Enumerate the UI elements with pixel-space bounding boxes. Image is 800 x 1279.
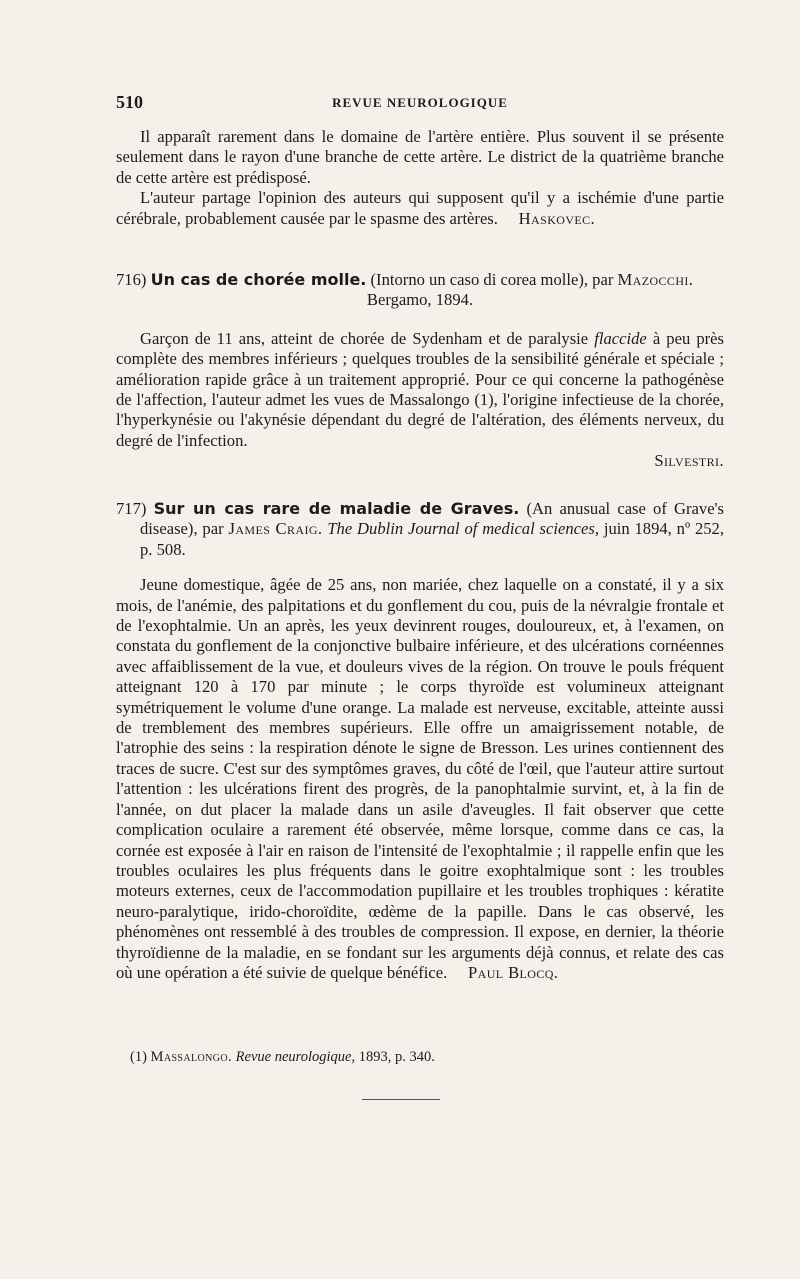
paragraph: Il apparaît rarement dans le domaine de l'artère entière. Plus souvent il se présente seulement dans le rayon d'une branche de cette artère. Le district de la quatrième branche de cette artère est prédisposé. [116, 127, 724, 187]
page-header [116, 92, 724, 116]
article-reference: (An anusual case of Grave's disease), par [140, 499, 725, 539]
article-number: 716) [116, 270, 147, 289]
page-number: 510 [116, 92, 143, 112]
author-signature: Paul Blocq. [468, 962, 559, 982]
footnote-author: Massalongo. [150, 1049, 233, 1065]
footnote-marker: (1) [130, 1049, 147, 1065]
article-title: Sur un cas rare de maladie de Graves. [153, 499, 520, 518]
author-signature: Silvestri. [654, 451, 724, 471]
paragraph [116, 188, 724, 229]
body-text: Jeune domestique, âgée de 25 ans, non mariée, chez laquelle on a constaté, il y a six mois, de l'anémie, des palpitations et du gonflement du cou, puis de la névralgie frontale et de l'exophtalmie. Un an après, les yeux devinrent rouges, douloureux, et, à l'examen, on constata du gonflement de la conjonctive bulbaire inférieure, et des ulcérations cornéennes avec affaiblissement de la vue, et douleurs vives de la région. On trouve le pouls fréquent atteignant 120 à 170 par minute ; le corps thyroïde est volumineux atteignant symétriquement le volume d'une orange. La malade est nerveuse, excitable, atteinte aussi de tremblement des membres supérieurs. Elle offre un amaigrissement notable, de l'atrophie des seins : la respiration dénote le signe de Bresson. Les urines contiennent des traces de sucre. C'est sur des symptômes graves, du côté de l'œil, que l'auteur attire surtout l'attention : les ulcérations firent des progrès, de la panophtalmie survint, et, à la fin de l'année, on dut placer la malade dans un asile d'aveugles. Il fait observer que cette complication oculaire a rarement été observée, même lorsque, comme dans ce cas, la cornée est exposée à l'air en raison de l'intensité de l'exophtalmie ; il rappelle enfin que les troubles oculaires les plus fréquents dans le goitre exophtalmique sont : les troubles moteurs externes, ceux de l'accommodation pupillaire et les troubles trophiques : kératite neuro-paralytique, irido-choroïdite, œdème de la papille. Dans le cas observé, les phénomènes ont ressemblé à des troubles de compression. Il expose, en dernier, la théorie thyroïdienne de la maladie, en se fondant sur les arguments déjà connus, et relate des cas où une opération a été suivie de quelque bénéfice. [116, 575, 724, 982]
body-text: à peu près complète des membres inférieurs ; quelques troubles de la sensibilité générale et spéciale ; amélioration rapide grâce à un traitement approprié. Pour ce qui concerne la pathogénèse de l'affection, l'auteur admet les vues de Massalongo (1), l'origine infectieuse de la chorée, l'hyperkynésie ou l'akynésie dépendant du degré de l'altération, des éléments nerveux, du degré de l'infection. [116, 328, 724, 450]
article-716 [116, 270, 724, 472]
article-body [116, 575, 724, 983]
body-text: Garçon de 11 ans, atteint de chorée de Sydenham et de paralysie [140, 328, 589, 348]
article-title: Un cas de chorée molle. [150, 270, 367, 289]
closing-rule [362, 1099, 440, 1100]
article-author: Mazocchi. [617, 270, 694, 289]
article-heading [116, 499, 724, 560]
italic-term: flaccide [594, 328, 647, 348]
paragraph-text: L'auteur partage l'opinion des auteurs qui supposent qu'il y a ischémie d'une partie cérébrale, probablement causée par le spasme des artères. [116, 188, 724, 228]
article-717 [116, 499, 724, 983]
article-author: James Craig. [228, 519, 323, 539]
article-body [116, 329, 724, 451]
section-continuation [116, 127, 724, 229]
footnote-reference: 1893, p. 340. [358, 1049, 435, 1065]
article-number: 717) [116, 499, 147, 518]
article-heading [116, 270, 724, 311]
article-place: Bergamo, 1894. [366, 290, 474, 310]
footnote [130, 1049, 435, 1066]
article-reference-details: juin 1894, nº 252, p. 508. [140, 519, 724, 559]
author-signature: Haskovec. [518, 208, 596, 228]
article-reference: (Intorno un caso di corea molle), par [370, 270, 614, 289]
journal-title: The Dublin Journal of medical sciences, [327, 519, 599, 539]
running-title: REVUE NEUROLOGIQUE [332, 95, 508, 110]
footnote-journal: Revue neurologique, [235, 1049, 356, 1065]
